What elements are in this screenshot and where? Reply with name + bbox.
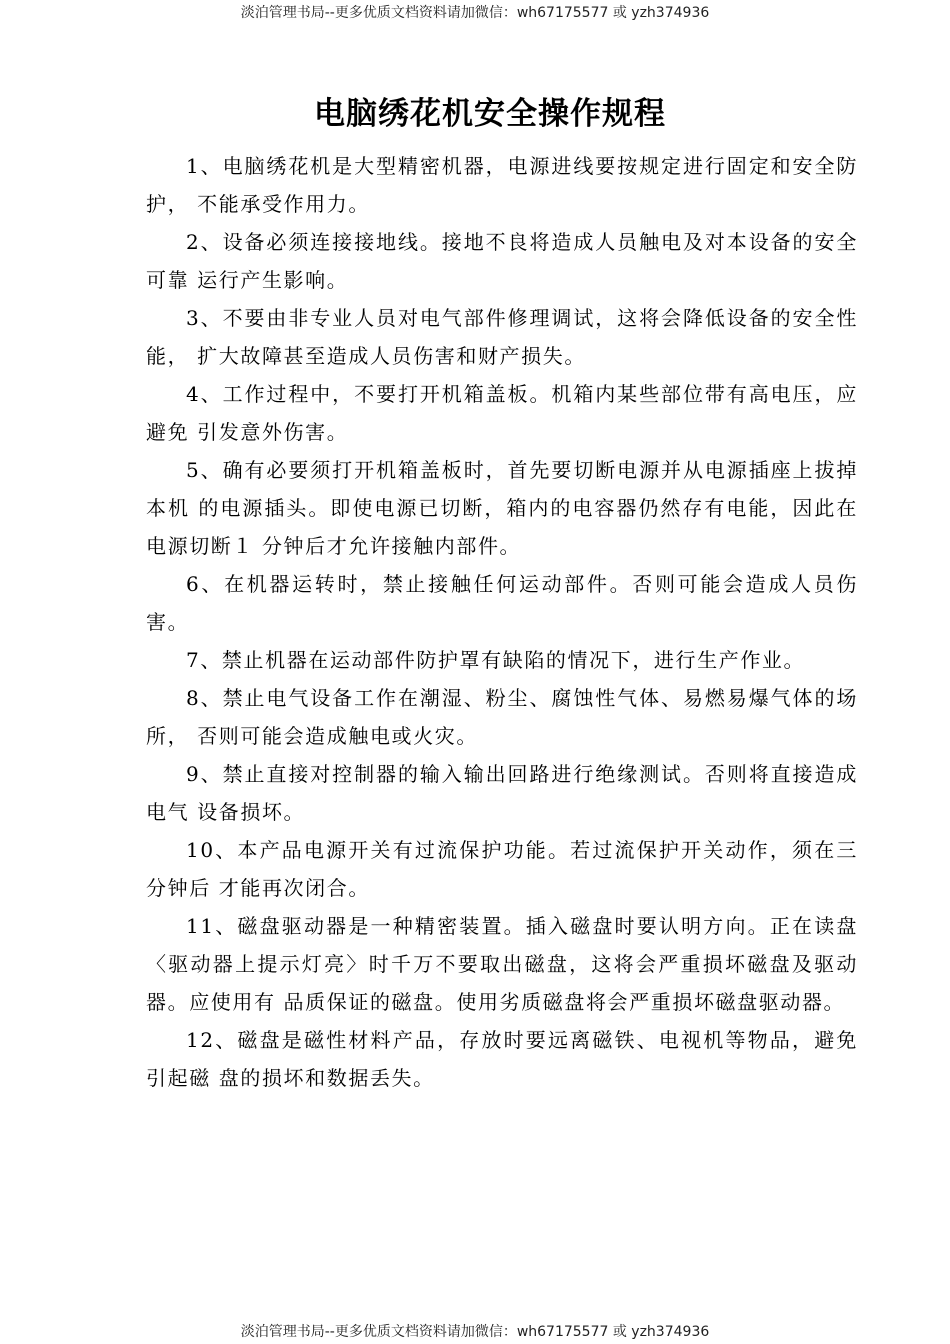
- rule-item-2: 2、设备必须连接接地线。接地不良将造成人员触电及对本设备的安全可靠 运行产生影响。: [146, 230, 858, 292]
- document-title: 电脑绣花机安全操作规程: [314, 96, 666, 132]
- rule-item-11: 11、磁盘驱动器是一种精密装置。插入磁盘时要认明方向。正在读盘〈驱动器上提示灯亮〉时千万不要取出磁盘，这将会严重损坏磁盘及驱动器。应使用有 品质保证的磁盘。使用劣质磁盘将会严重损坏磁盘驱动器。: [146, 914, 858, 1014]
- page-header: 淡泊管理书局--更多优质文档资料请加微信：wh67175577 或 yzh374936: [240, 5, 710, 21]
- rule-item-8: 8、禁止电气设备工作在潮湿、粉尘、腐蚀性气体、易燃易爆气体的场所， 否则可能会造成触电或火灾。: [146, 686, 858, 748]
- rule-item-7: 7、禁止机器在运动部件防护罩有缺陷的情况下，进行生产作业。: [186, 648, 806, 672]
- rule-item-9: 9、禁止直接对控制器的输入输出回路进行绝缘测试。否则将直接造成电气 设备损坏。: [146, 762, 858, 824]
- rule-item-10: 10、本产品电源开关有过流保护功能。若过流保护开关动作，须在三分钟后 才能再次闭合。: [146, 838, 858, 900]
- page-footer: 淡泊管理书局--更多优质文档资料请加微信：wh67175577 或 yzh374936: [240, 1324, 710, 1340]
- rule-item-3: 3、不要由非专业人员对电气部件修理调试，这将会降低设备的安全性能， 扩大故障甚至造成人员伤害和财产损失。: [146, 306, 858, 368]
- rule-item-12: 12、磁盘是磁性材料产品，存放时要远离磁铁、电视机等物品，避免引起磁 盘的损坏和数据丢失。: [146, 1028, 858, 1090]
- rule-item-1: 1、电脑绣花机是大型精密机器，电源进线要按规定进行固定和安全防护， 不能承受作用力。: [146, 154, 858, 216]
- rule-item-4: 4、工作过程中，不要打开机箱盖板。机箱内某些部位带有高电压，应避免 引发意外伤害。: [146, 382, 858, 444]
- rule-item-5: 5、确有必要须打开机箱盖板时，首先要切断电源并从电源插座上拔掉本机 的电源插头。即使电源已切断，箱内的电容器仍然存有电能，因此在电源切断１ 分钟后才允许接触内部件。: [146, 458, 858, 558]
- rules-list: [146, 147, 858, 1097]
- rule-item-6: 6、在机器运转时，禁止接触任何运动部件。否则可能会造成人员伤害。: [146, 572, 858, 634]
